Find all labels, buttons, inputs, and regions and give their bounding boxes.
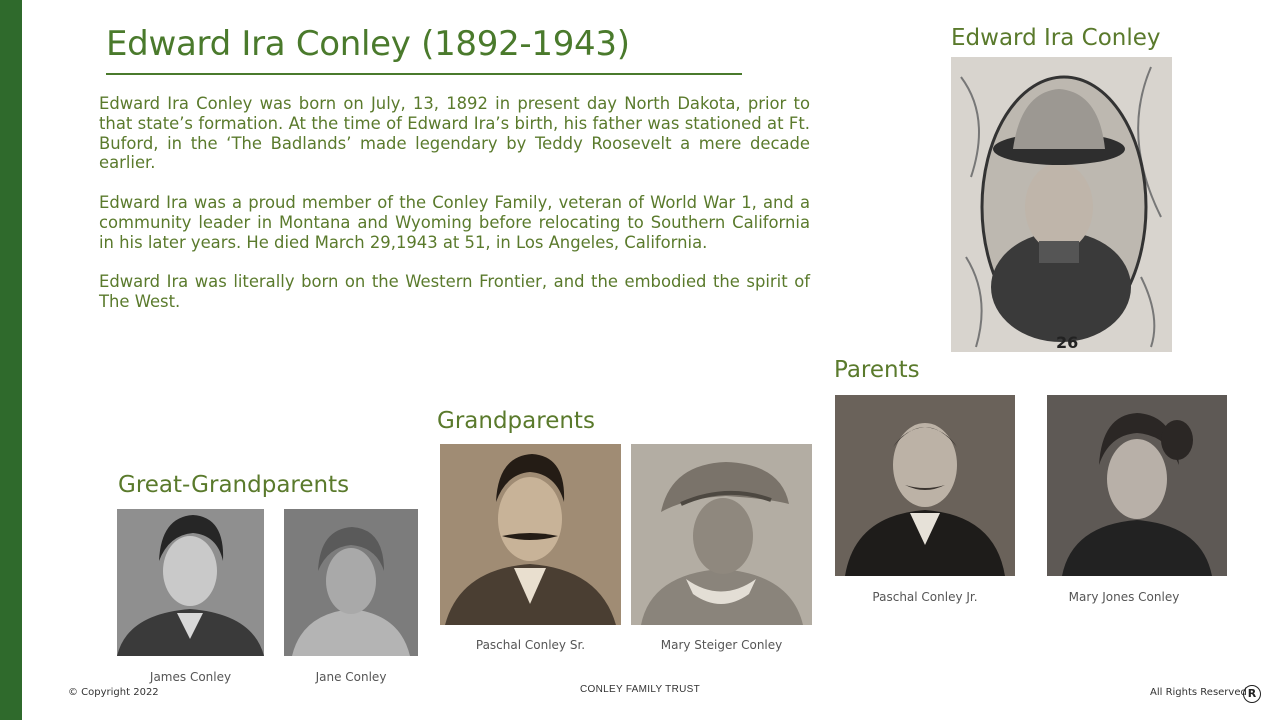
biography-paragraph-3: Edward Ira was literally born on the Western Frontier, and the embodied the spirit of The West.: [99, 272, 810, 311]
paschal-conley-sr-photo: [440, 444, 621, 625]
portrait-heading: Edward Ira Conley: [951, 25, 1161, 51]
caption-jane-conley: Jane Conley: [315, 670, 387, 684]
mary-steiger-conley-photo: [631, 444, 812, 625]
caption-paschal-conley-sr: Paschal Conley Sr.: [475, 638, 586, 652]
biography-text: [99, 94, 810, 332]
footer-trust-name: CONLEY FAMILY TRUST: [580, 684, 700, 695]
caption-james-conley: James Conley: [149, 670, 232, 684]
grandparents-heading: Grandparents: [437, 408, 595, 434]
title-underline: [106, 73, 742, 75]
paschal-conley-jr-photo: [835, 395, 1015, 576]
footer-rights: All Rights Reserved: [1150, 687, 1247, 698]
great-grandparents-heading: Great-Grandparents: [118, 472, 350, 498]
caption-mary-steiger-conley: Mary Steiger Conley: [660, 638, 783, 652]
left-sidebar-bar: [0, 0, 22, 720]
caption-mary-jones-conley: Mary Jones Conley: [1068, 590, 1180, 604]
mary-jones-conley-photo: [1047, 395, 1227, 576]
caption-paschal-conley-jr: Paschal Conley Jr.: [872, 590, 978, 604]
edward-ira-conley-portrait: [951, 57, 1172, 352]
biography-paragraph-2: Edward Ira was a proud member of the Conley Family, veteran of World War 1, and a community leader in Montana and Wyoming before relocating to Southern California in his later years. He died March 29,1943 at 51, in Los Angeles, California.: [99, 192, 810, 252]
james-conley-photo: [117, 509, 264, 656]
registered-logo-icon: R: [1243, 685, 1261, 703]
page-title: Edward Ira Conley (1892-1943): [106, 24, 630, 64]
portrait-photo-number: 26: [1056, 333, 1079, 352]
biography-paragraph-1: Edward Ira Conley was born on July, 13, 1892 in present day North Dakota, prior to that state’s formation. At the time of Edward Ira’s birth, his father was stationed at Ft. Buford, in the ‘The Badlands’ made legendary by Teddy Roosevelt a mere decade earlier.: [99, 94, 810, 173]
jane-conley-photo: [284, 509, 418, 656]
parents-heading: Parents: [834, 357, 920, 383]
footer-copyright: © Copyright 2022: [68, 687, 159, 698]
